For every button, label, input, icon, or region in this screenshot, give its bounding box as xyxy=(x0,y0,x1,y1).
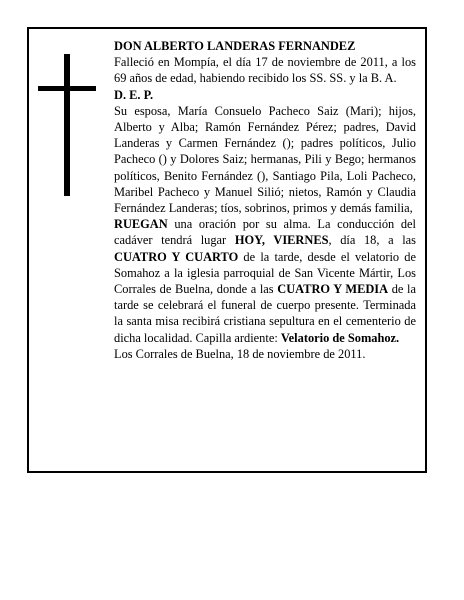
family-list: Su esposa, María Consuelo Pacheco Saiz (Mari); hijos, Alberto y Alba; Ramón Fernández Pérez; padres, David Landeras y Carmen Fernández (); padres políticos, Julio Pacheco () y Dolores Saiz; hermanas, Pili y Bego; hermanos políticos, Benito Fernández (), Santiago Pila, Loli Pacheco, Maribel Pacheco y Manuel Silió; nietos, Ramón y Claudia Fernández Landeras; tíos, sobrinos, primos y demás familia, xyxy=(114,103,416,216)
funeral-text-3: de la tarde, desde el velatorio de Somahoz a la iglesia parroquial de San Vicente Mártir, Los Corrales de Buelna, donde a las xyxy=(114,249,416,297)
funeral-text-2: , día 18, a las xyxy=(328,233,416,248)
dep-line: D. E. P. xyxy=(114,87,154,102)
closing-line: Los Corrales de Buelna, 18 de noviembre de 2011. xyxy=(114,346,366,361)
funeral-text-1: una oración por su alma. La conducción del cadáver tendrá lugar xyxy=(114,217,416,248)
death-line: Falleció en Mompía, el día 17 de noviembre de 2011, a los 69 años de edad, habiendo recibido los SS. SS. y la B. A. xyxy=(114,55,416,86)
obituary-text xyxy=(114,38,416,362)
cross-icon xyxy=(38,54,96,196)
cross-horizontal-bar xyxy=(38,86,96,91)
chapel-location: Velatorio de Somahoz. xyxy=(280,330,400,345)
funeral-day: HOY, VIERNES xyxy=(234,233,329,248)
ruegan-word: RUEGAN xyxy=(114,217,168,232)
deceased-name: DON ALBERTO LANDERAS FERNANDEZ xyxy=(114,39,356,53)
funeral-text-4: de la tarde se celebrará el funeral de cuerpo presente. Terminada la santa misa recibirá cristiana sepultura en el cementerio de dicha localidad. Capilla ardiente: xyxy=(114,282,416,345)
funeral-details xyxy=(114,216,416,346)
funeral-time: CUATRO Y MEDIA xyxy=(277,282,389,297)
cross-vertical-bar xyxy=(64,54,70,196)
conduction-time: CUATRO Y CUARTO xyxy=(114,249,239,264)
